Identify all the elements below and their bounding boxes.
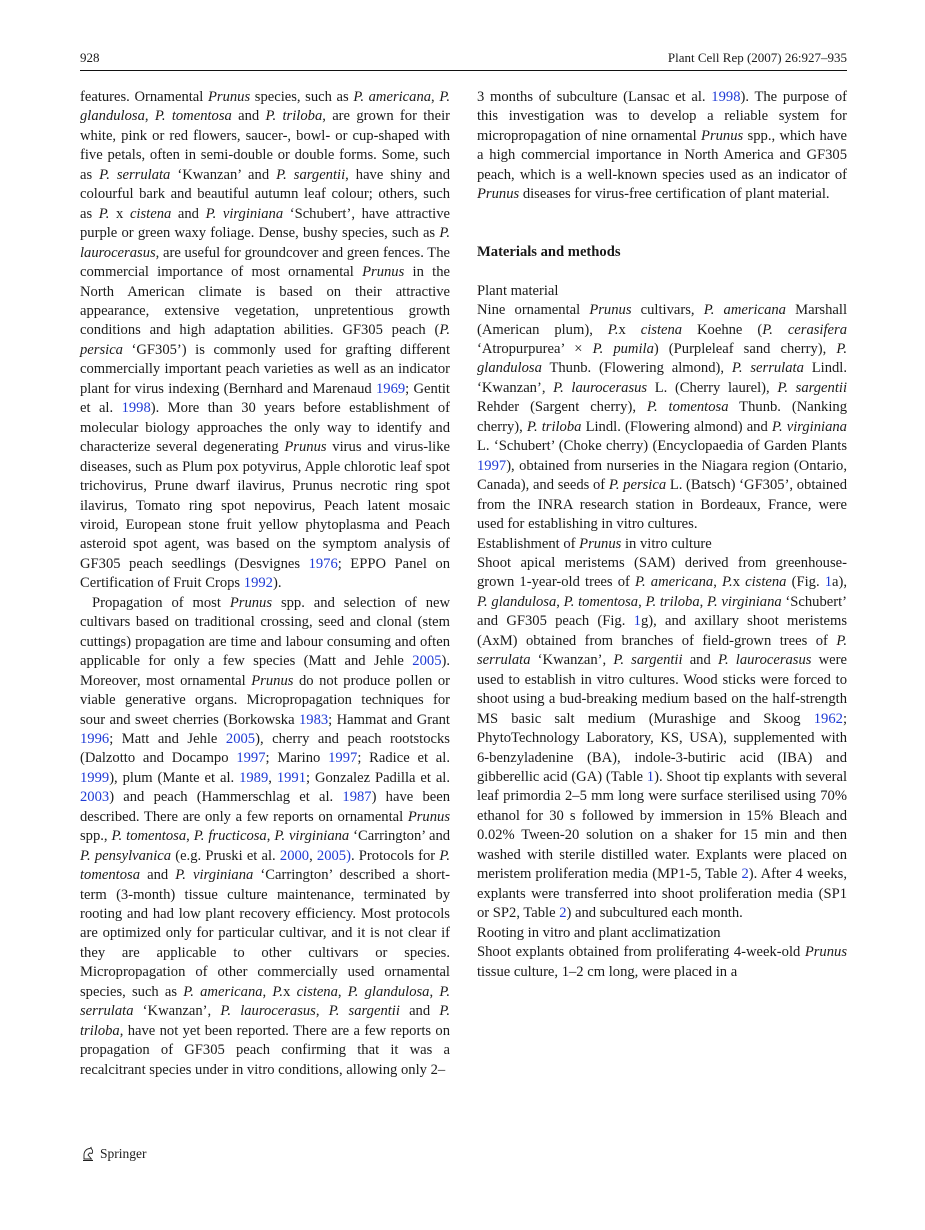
italic-term: P. americana [703, 302, 786, 319]
paragraph-purpose: 3 months of subculture (Lansac et al. 1998). The purpose of this investigation was to develop a reliable system for micropropagation of nine ornamental Prunus spp., which have a high commercial importance in North America and GF305 peach, which is a well-known species used as an indicator of Prunus diseases for virus-free certification of plant material. [477, 89, 848, 203]
citation-link[interactable]: 2000 [279, 847, 310, 864]
italic-term: P. tomentosa [80, 847, 450, 884]
paragraph-plant-material: Nine ornamental Prunus cultivars, P. americana Marshall (American plum), P.x cistena Koehne (P. cerasifera ‘Atropurpurea’ × P. pumila) (Purpleleaf sand cherry), P. glandulosa Thunb. (Flowering almond), P. serrulata Lindl. ‘Kwanzan’, P. laurocerasus L. (Cherry laurel), P. sargentii Rehder (Sargent cherry), P. tomentosa Thunb. (Nanking cherry), P. triloba Lindl. (Flowering almond) and P. virginiana L. ‘Schubert’ (Choke cherry) (Encyclopaedia of Garden Plants 1997), obtained from nurseries in the Niagara region (Ontario, Canada), and seeds of P. persica L. (Batsch) ‘GF305’, obtained from the INRA research station in Bordeaux, France, were used for establishing in vitro cultures. [477, 302, 848, 533]
section-title-materials-methods: Materials and methods [477, 243, 621, 260]
italic-term: Prunus [701, 127, 744, 144]
italic-term: P. glandulosa [80, 89, 451, 125]
italic-term: P. sargentii [276, 166, 346, 183]
subsection-title-establishment: Establishment of Prunus in vitro culture [477, 535, 712, 552]
citation-link[interactable]: 1983 [298, 711, 329, 728]
citation-link[interactable]: 1987 [342, 789, 372, 806]
italic-term: P. serrulata [731, 360, 804, 377]
italic-term: P. glandulosa [477, 593, 557, 610]
citation-link[interactable]: 1 [633, 613, 641, 630]
publisher-footer [80, 1146, 147, 1162]
journal-reference: Plant Cell Rep (2007) 26:927–935 [667, 50, 847, 65]
citation-link[interactable]: 1998 [121, 400, 151, 417]
citation-link[interactable]: 1997 [477, 457, 507, 474]
citation-link[interactable]: 1998 [711, 89, 741, 105]
italic-term: Prunus [251, 672, 294, 689]
paragraph-rooting: Shoot explants obtained from proliferating 4-week-old Prunus tissue culture, 1–2 cm long, were placed in a [477, 944, 847, 980]
italic-term: Prunus [407, 808, 450, 825]
italic-term: cistena [129, 205, 172, 222]
italic-term: P. glandulosa [347, 983, 430, 1000]
citation-link[interactable]: 1996 [80, 730, 110, 747]
italic-term: P. fructicosa [193, 828, 267, 845]
italic-term: P. triloba [526, 418, 582, 435]
italic-term: P. americana [635, 574, 714, 591]
italic-term: P. tomentosa [154, 108, 232, 125]
citation-link[interactable]: 1999 [80, 769, 110, 786]
italic-term: P. pensylvanica [80, 847, 172, 864]
italic-term: P. americana [353, 89, 432, 105]
italic-term: P. virginiana [175, 867, 254, 884]
citation-link[interactable]: 2005) [316, 847, 351, 864]
page-number: 928 [80, 50, 100, 65]
citation-link[interactable]: 2005 [225, 730, 256, 747]
italic-term: cistena [296, 983, 338, 1000]
italic-term: P. [722, 574, 733, 591]
italic-term: P. sargentii [328, 1003, 400, 1020]
italic-term: P. virginiana [771, 418, 847, 435]
springer-horse-icon [80, 1146, 96, 1162]
italic-term: P. virginiana [274, 828, 350, 845]
italic-term: Prunus [207, 89, 251, 105]
citation-link[interactable]: 2 [741, 866, 749, 883]
italic-term: P. persica [608, 477, 667, 494]
subsection-title-rooting: Rooting in vitro and plant acclimatization [477, 924, 721, 941]
italic-term: P. tomentosa [646, 399, 729, 416]
citation-link[interactable]: 1969 [375, 380, 406, 397]
italic-term: cistena [640, 321, 683, 338]
italic-term: P. [607, 321, 619, 338]
right-column [477, 88, 847, 982]
citation-link[interactable]: 1 [646, 769, 655, 785]
citation-link[interactable]: 1976 [308, 555, 338, 572]
italic-term: Prunus [589, 302, 632, 319]
italic-term: Prunus [804, 944, 847, 961]
italic-term: Prunus [477, 186, 520, 203]
italic-term: P. laurocerasus [80, 225, 450, 261]
italic-term: P. virginiana [205, 205, 284, 222]
italic-term: P. cerasifera [762, 321, 847, 338]
italic-term: P. [98, 205, 110, 222]
italic-term: P. serrulata [80, 983, 451, 1020]
citation-link[interactable]: 2005 [412, 653, 442, 670]
italic-term: P. laurocerasus [717, 652, 812, 669]
paragraph-establishment: Shoot apical meristems (SAM) derived from greenhouse-grown 1-year-old trees of P. americana, P.x cistena (Fig. 1a), P. glandulosa, P. tomentosa, P. triloba, P. virginiana ‘Schubert’ and GF305 peach (Fig. 1g), and axillary shoot meristems (AxM) obtained from branches of field-grown trees of P. serrulata ‘Kwanzan’, P. sargentii and P. laurocerasus were used to establish in vitro cultures. Wood sticks were forced to shoot using a bud-breaking medium based on the half-strength MS basic salt medium (Murashige and Skoog 1962; PhytoTechnology Laboratory, KS, USA), supplemented with 6-benzyladenine (BA), indole-3-butiric acid (IBA) and gibberellic acid (GA) (Table 1). Shoot tip explants with several leaf primordia 2–5 mm long were surface sterilised using 70% ethanol for 30 s followed by immersion in 15% Bleach and 0.02% Tween-20 solution on a shaker for 15 min and then washed with sterile distilled water. Explants were placed on meristem proliferation media (MP1-5, Table 2). After 4 weeks, explants were transferred into shoot proliferation media (SP1 or SP2, Table 2) and subcultured each month. [477, 555, 848, 922]
italic-term: P. americana [183, 983, 263, 1000]
citation-link[interactable]: 1997 [236, 750, 266, 767]
italic-term: P. tomentosa [111, 828, 187, 845]
running-header [80, 48, 847, 71]
italic-term: cistena [745, 574, 787, 591]
italic-term: P. sargentii [613, 652, 683, 669]
italic-term: P. virginiana [707, 593, 782, 610]
paragraph-propagation: Propagation of most Prunus spp. and selection of new cultivars based on traditional crossing, seed and clonal (stem cuttings) propagation are time and labour consuming and often applicable for only a few species (Matt and Jehle 2005). Moreover, most ornamental Prunus do not produce pollen or viable generative organs. Micropropagation techniques for sour and sweet cherries (Borkowska 1983; Hammat and Grant 1996; Matt and Jehle 2005), cherry and peach rootstocks (Dalzotto and Docampo 1997; Marino 1997; Radice et al. 1999), plum (Mante et al. 1989, 1991; Gonzalez Padilla et al. 2003) and peach (Hammerschlag et al. 1987) have been described. There are only a few reports on ornamental Prunus spp., P. tomentosa, P. fructicosa, P. virginiana ‘Carrington’ and P. pensylvanica (e.g. Pruski et al. 2000, 2005). Protocols for P. tomentosa and P. virginiana ‘Carrington’ described a short-term (3-month) tissue culture maintenance, terminated by rooting and had low plant recovery efficiency. Most protocols are optimized only for particular cultivar, and it is not clear if they are applicable to other cultivars or species. Micropropagation of other commercially used ornamental species, such as P. americana, P.x cistena, P. glandulosa, P. serrulata ‘Kwanzan’, P. laurocerasus, P. sargentii and P. triloba, have not yet been reported. There are a few reports on propagation of GF305 peach confirming that it was a recalcitrant species under in vitro conditions, allowing only 2– [80, 594, 451, 1078]
italic-term: Prunus [362, 264, 405, 281]
italic-term: P. tomentosa [563, 593, 639, 610]
paragraph-intro-continued: features. Ornamental Prunus species, such as P. americana, P. glandulosa, P. tomentosa and P. triloba, are grown for their white, pink or red flowers, saucer-, bowl- or cup-shaped with five petals, often in semi-double or double forms. Some, such as P. serrulata ‘Kwanzan’ and P. sargentii, have shiny and colourful bark and beautiful autumn leaf colour; others, such as P. x cistena and P. virginiana ‘Schubert’, have attractive purple or green waxy foliage. Dense, bushy species, such as P. laurocerasus, are useful for groundcover and green fences. The commercial importance of most ornamental Prunus in the North American climate is based on their attractive appearance, extensive vegetation, unpretentious growth conditions and high adaptation abilities. GF305 peach (P. persica ‘GF305’) is commonly used for grafting different commercially important peach varieties as well as an indicator plant for virus indexing (Bernhard and Marenaud 1969; Gentit et al. 1998). More than 30 years before establishment of molecular biology approaches the only way to identify and characterize several degenerating Prunus virus and virus-like diseases, such as Plum pox potyvirus, Apple chlorotic leaf spot trichovirus, Prune dwarf ilavirus, Prunus necrotic ring spot ilavirus, Tomato ring spot nepovirus, Peach latent mosaic viroid, European stone fruit yellow phytoplasma and Peach asteroid spot agent, was based on the symptom analysis of GF305 peach seedlings (Desvignes 1976; EPPO Panel on Certification of Fruit Crops 1992). [80, 89, 451, 592]
italic-term: P. triloba [80, 1003, 451, 1039]
italic-term: P. triloba [265, 108, 323, 125]
citation-link[interactable]: 1992 [243, 575, 273, 592]
italic-term: P. laurocerasus [220, 1003, 316, 1020]
citation-link[interactable]: 2 [559, 905, 567, 922]
italic-term: P. sargentii [777, 379, 847, 396]
citation-link[interactable]: 1997 [328, 750, 358, 767]
italic-term: P. laurocerasus [553, 379, 648, 396]
italic-term: Prunus [284, 439, 327, 456]
italic-term: P. [272, 983, 284, 1000]
italic-term: P. persica [80, 322, 450, 358]
publisher-name: Springer [100, 1146, 147, 1161]
citation-link[interactable]: 1989 [239, 769, 269, 786]
citation-link[interactable]: 2003 [80, 789, 110, 806]
italic-term: P. pumila [592, 341, 654, 358]
citation-link[interactable]: 1 [824, 574, 833, 591]
italic-term: Prunus [229, 594, 273, 611]
italic-term: P. glandulosa [477, 341, 847, 377]
citation-link[interactable]: 1962 [813, 710, 843, 727]
italic-term: Prunus [579, 535, 622, 552]
left-column [80, 88, 450, 1080]
italic-term: P. triloba [645, 593, 700, 610]
italic-term: P. serrulata [477, 632, 847, 669]
italic-term: P. serrulata [99, 166, 171, 183]
subsection-title-plant-material: Plant material [477, 282, 559, 299]
citation-link[interactable]: 1991 [276, 769, 306, 786]
